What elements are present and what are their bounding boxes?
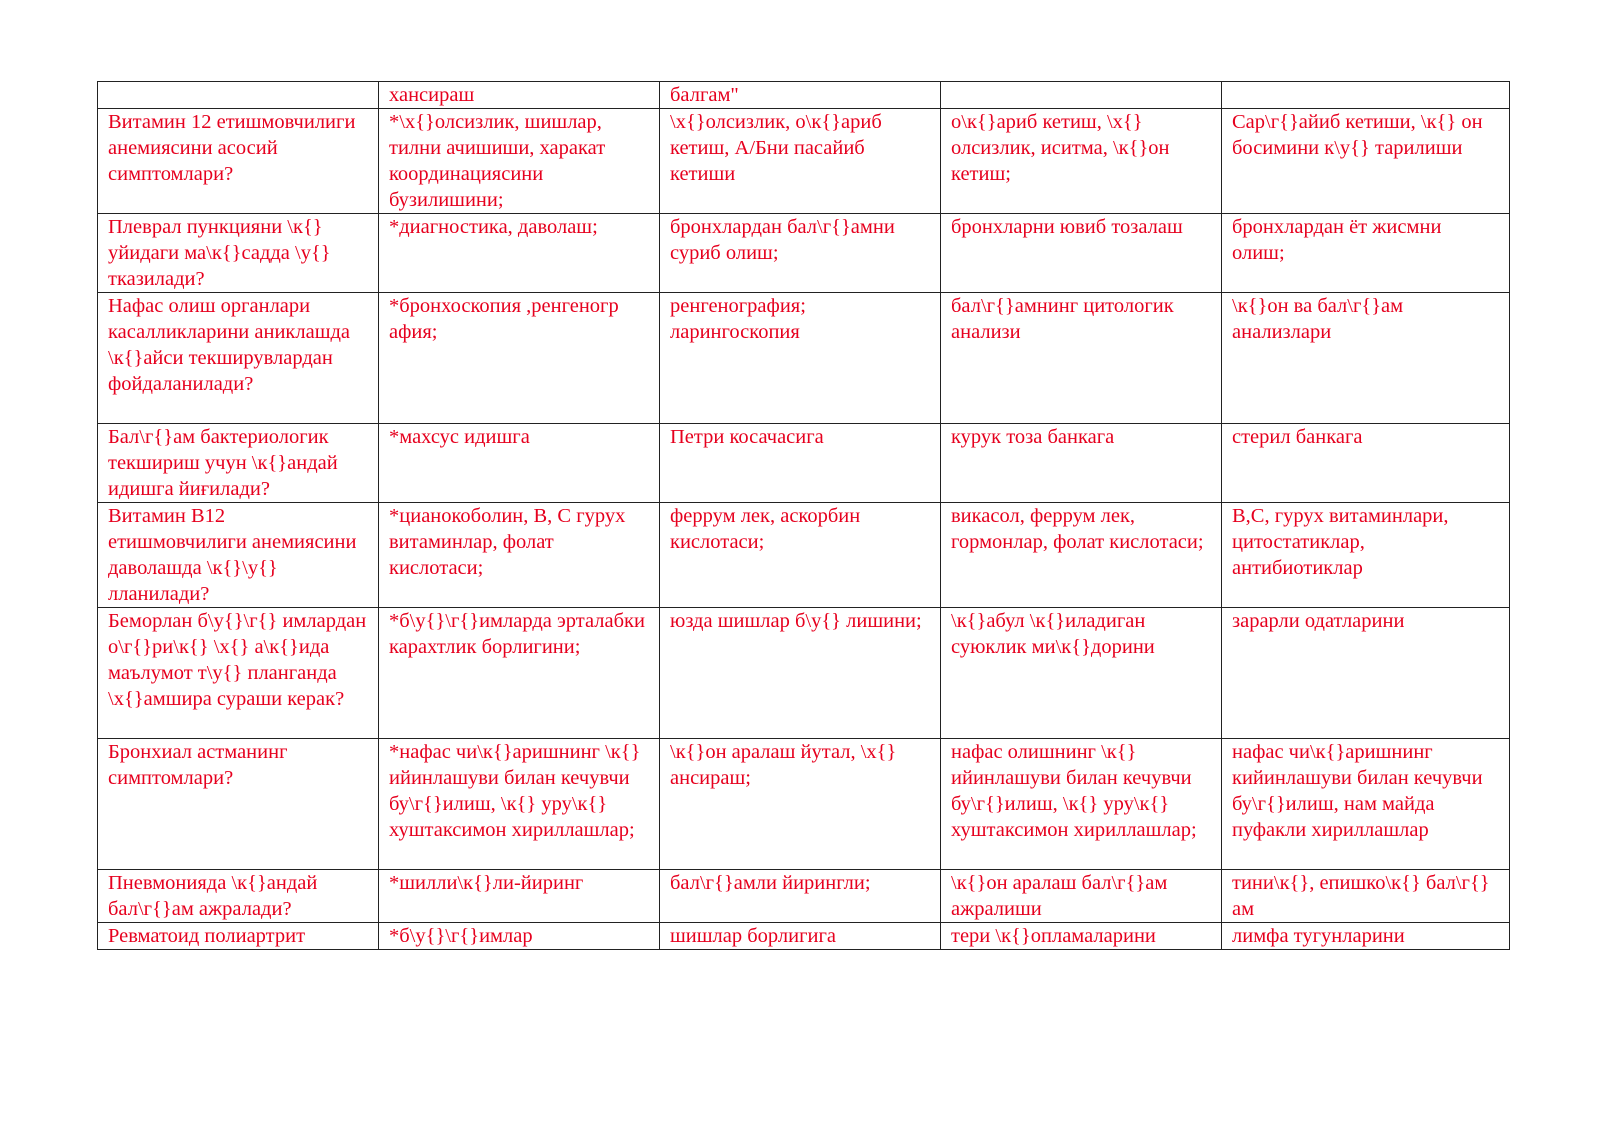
table-row (98, 293, 1510, 424)
answer-correct-cell: *махсус идишга (379, 424, 660, 503)
answer-option-cell: балгам" (660, 82, 941, 109)
answer-option-cell: нафас олишнинг \к{} ийинлашуви билан кечувчи бу\г{}илиш, \к{} уру\к{} хуштаксимон хириллашлар; (941, 739, 1222, 870)
answer-option-cell: стерил банкага (1222, 424, 1510, 503)
question-cell: Бронхиал астманинг симптомлари? (98, 739, 379, 870)
answer-correct-cell: *нафас чи\к{}аришнинг \к{}ийинлашуви билан кечувчи бу\г{}илиш, \к{} уру\к{} хуштаксимон хириллашлар; (379, 739, 660, 870)
answer-option-cell: бронхларни ювиб тозалаш (941, 214, 1222, 293)
answer-option-cell: зарарли одатларини (1222, 608, 1510, 739)
answer-correct-cell: *\х{}олсизлик, шишлар, тилни ачишиши, харакат координациясини бузилишини; (379, 109, 660, 214)
answer-option-cell: шишлар борлигига (660, 923, 941, 950)
answer-option-cell: \к{}он ва бал\г{}ам анализлари (1222, 293, 1510, 424)
question-cell: Бал\г{}ам бактериологик текшириш учун \к{}андай идишга йиғилади? (98, 424, 379, 503)
questions-table (97, 81, 1510, 950)
answer-option-cell: тини\к{}, епишко\к{} бал\г{}ам (1222, 870, 1510, 923)
table-row (98, 870, 1510, 923)
table-row (98, 608, 1510, 739)
answer-correct-cell: *бронхоскопия ,ренгеногр афия; (379, 293, 660, 424)
answer-correct-cell: *диагностика, даволаш; (379, 214, 660, 293)
table-row (98, 82, 1510, 109)
answer-option-cell (1222, 82, 1510, 109)
answer-correct-cell: *цианокоболин, В, С гурух витаминлар, фолат кислотаси; (379, 503, 660, 608)
answer-option-cell: \к{}он аралаш бал\г{}ам ажралиши (941, 870, 1222, 923)
answer-option-cell: бал\г{}амли йирингли; (660, 870, 941, 923)
answer-correct-cell: *шилли\к{}ли-йиринг (379, 870, 660, 923)
answer-option-cell: \к{}абул \к{}иладиган суюклик ми\к{}дорини (941, 608, 1222, 739)
answer-option-cell (941, 82, 1222, 109)
table-row (98, 923, 1510, 950)
answer-correct-cell: *б\у{}\г{}имларда эрталабки карахтлик борлигини; (379, 608, 660, 739)
answer-option-cell: \к{}он аралаш йутал, \х{} ансираш; (660, 739, 941, 870)
answer-correct-cell: хансираш (379, 82, 660, 109)
answer-option-cell: о\к{}ариб кетиш, \х{} олсизлик, иситма, \к{}он кетиш; (941, 109, 1222, 214)
answer-option-cell: курук тоза банкага (941, 424, 1222, 503)
question-cell: Витамин В12 етишмовчилиги анемиясини даволашда \к{}\у{}лланилади? (98, 503, 379, 608)
table-row (98, 214, 1510, 293)
table-row (98, 739, 1510, 870)
answer-option-cell: ренгенография; ларингоскопия (660, 293, 941, 424)
answer-option-cell: тери \к{}опламаларини (941, 923, 1222, 950)
answer-option-cell: бал\г{}амнинг цитологик анализи (941, 293, 1222, 424)
question-cell: Плеврал пункцияни \к{} уйидаги ма\к{}садда \у{} тказилади? (98, 214, 379, 293)
question-cell: Витамин 12 етишмовчилиги анемиясини асосий симптомлари? (98, 109, 379, 214)
answer-option-cell: феррум лек, аскорбин кислотаси; (660, 503, 941, 608)
answer-option-cell: \х{}олсизлик, о\к{}ариб кетиш, А/Бни пасайиб кетиши (660, 109, 941, 214)
answer-option-cell: Сар\г{}айиб кетиши, \к{} он босимини к\у{} тарилиши (1222, 109, 1510, 214)
answer-option-cell: В,С, гурух витаминлари, цитостатиклар, антибиотиклар (1222, 503, 1510, 608)
answer-option-cell: лимфа тугунларини (1222, 923, 1510, 950)
question-cell: Нафас олиш органлари касалликларини аниклашда \к{}айси текширувлардан фойдаланилади? (98, 293, 379, 424)
answer-option-cell: бронхлардан ёт жисмни олиш; (1222, 214, 1510, 293)
question-cell: Беморлан б\у{}\г{} имлардан о\г{}ри\к{} \х{} а\к{}ида маълумот т\у{} планганда \х{}амшира сураши керак? (98, 608, 379, 739)
table-row (98, 424, 1510, 503)
question-cell: Ревматоид полиартрит (98, 923, 379, 950)
table-row (98, 109, 1510, 214)
question-cell (98, 82, 379, 109)
answer-correct-cell: *б\у{}\г{}имлар (379, 923, 660, 950)
table-row (98, 503, 1510, 608)
answer-option-cell: викасол, феррум лек, гормонлар, фолат кислотаси; (941, 503, 1222, 608)
answer-option-cell: Петри косачасига (660, 424, 941, 503)
answer-option-cell: бронхлардан бал\г{}амни суриб олиш; (660, 214, 941, 293)
answer-option-cell: юзда шишлар б\у{} лишини; (660, 608, 941, 739)
answer-option-cell: нафас чи\к{}аришнинг кийинлашуви билан кечувчи бу\г{}илиш, нам майда пуфакли хириллашлар (1222, 739, 1510, 870)
question-cell: Пневмонияда \к{}андай бал\г{}ам ажралади? (98, 870, 379, 923)
